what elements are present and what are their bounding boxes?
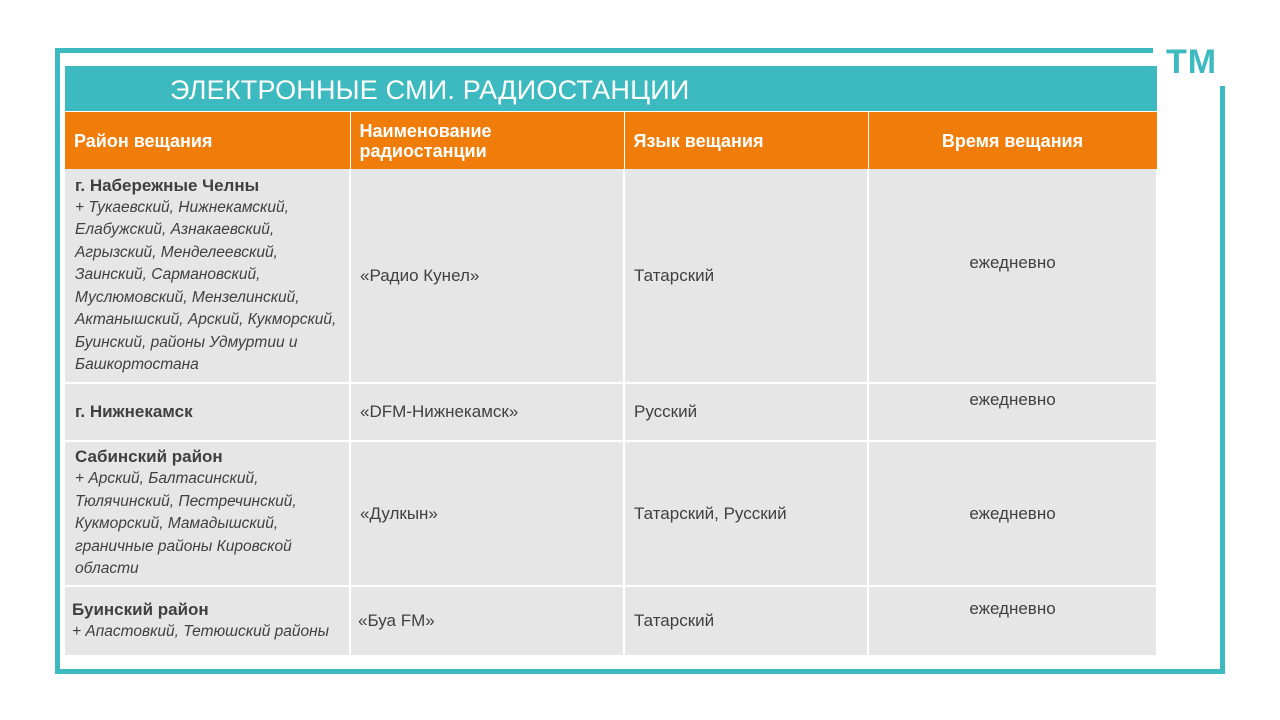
- table-header-row: [65, 112, 1157, 169]
- time-text: ежедневно: [969, 390, 1056, 409]
- district-name: Буинский район: [72, 599, 209, 619]
- time-text: ежедневно: [969, 503, 1056, 523]
- logo: ТМ: [1166, 43, 1218, 81]
- district-extra: + Апастовкий, Тетюшский районы: [72, 622, 330, 640]
- district-extra: + Тукаевский, Нижнекамский, Елабужский, Азнакаевский, Агрызский, Менделеевский, Заинский, Сармановский, Муслюмовский, Мензелинский, Актанышский, Арский, Кукморский, Буинский, районы Удмуртии и Башкортостана: [75, 198, 337, 373]
- district-cell: [65, 586, 350, 656]
- header-station: Наименование радиостанции: [350, 112, 624, 169]
- district-cell: [65, 169, 350, 383]
- language-cell: Татарский: [624, 169, 868, 383]
- district-cell: [65, 383, 350, 441]
- table-row: [65, 169, 1157, 383]
- language-cell: Татарский, Русский: [624, 441, 868, 586]
- title-bar: [65, 66, 1157, 111]
- frame-top-line: [55, 48, 1153, 53]
- page-title: ЭЛЕКТРОННЫЕ СМИ. РАДИОСТАНЦИИ: [170, 75, 690, 105]
- radio-stations-table: [65, 112, 1158, 657]
- district-name: г. Набережные Челны: [75, 175, 260, 195]
- station-cell: «DFM-Нижнекамск»: [350, 383, 624, 441]
- table-row: [65, 441, 1157, 586]
- time-cell: [868, 169, 1157, 383]
- district-name: Сабинский район: [75, 447, 223, 467]
- district-name: г. Нижнекамск: [75, 402, 193, 421]
- station-cell: «Дулкын»: [350, 441, 624, 586]
- time-cell: [868, 586, 1157, 656]
- frame-right-line: [1220, 86, 1225, 674]
- time-text: ежедневно: [969, 253, 1056, 272]
- table-row: [65, 383, 1157, 441]
- frame-left-line: [55, 48, 60, 674]
- header-district: Район вещания: [65, 112, 350, 169]
- station-cell: «Радио Кунел»: [350, 169, 624, 383]
- language-cell: Русский: [624, 383, 868, 441]
- frame-bottom-line: [55, 669, 1225, 674]
- header-language: Язык вещания: [624, 112, 868, 169]
- table-row: [65, 586, 1157, 656]
- district-extra: + Арский, Балтасинский, Тюлячинский, Пестречинский, Кукморский, Мамадышский, граничные районы Кировской области: [75, 470, 297, 578]
- header-time: Время вещания: [868, 112, 1157, 169]
- time-cell: [868, 441, 1157, 586]
- time-cell: [868, 383, 1157, 441]
- district-cell: [65, 441, 350, 586]
- language-cell: Татарский: [624, 586, 868, 656]
- time-text: ежедневно: [969, 599, 1056, 618]
- station-cell: «Буа FM»: [350, 586, 624, 656]
